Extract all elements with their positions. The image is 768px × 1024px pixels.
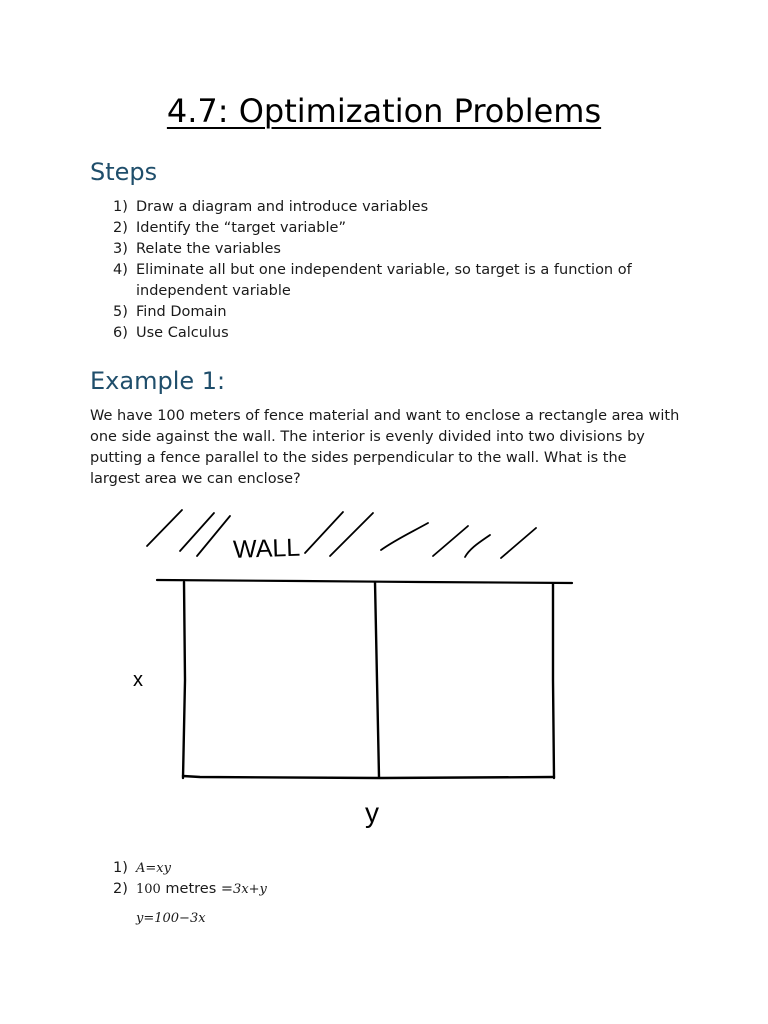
fence-total-value: 100 — [136, 882, 161, 897]
equations-list — [90, 858, 267, 900]
fence-left-side — [183, 582, 185, 778]
step-number: 2) — [113, 220, 128, 236]
solved-equation: y=100−3x — [136, 911, 206, 926]
step-text: Draw a diagram and introduce variables — [136, 199, 429, 215]
fence-diagram — [0, 500, 768, 840]
fence-total-text: metres = — [160, 881, 234, 897]
step-text: Use Calculus — [136, 325, 229, 341]
step-item — [90, 218, 690, 239]
steps-list — [90, 197, 690, 344]
area-equation: A=xy — [136, 861, 171, 876]
fence-bottom — [183, 776, 554, 778]
step-number: 4) — [113, 262, 128, 278]
step-number: 3) — [113, 241, 128, 257]
step-text: Find Domain — [136, 304, 227, 320]
fence-divider — [375, 582, 379, 777]
step-number: 6) — [113, 325, 128, 341]
page-title: 4.7: Optimization Problems — [166, 92, 602, 130]
fence-total-rhs: 3x+y — [233, 882, 267, 897]
wall-hatching — [147, 510, 536, 558]
step-text: Relate the variables — [136, 241, 281, 257]
step-number: 5) — [113, 304, 128, 320]
step-number: 1) — [113, 199, 128, 215]
steps-heading: Steps — [90, 158, 158, 186]
step-text: Eliminate all but one independent variable, so target is a function of independent variable — [136, 262, 632, 299]
equation-item — [90, 879, 267, 900]
side-label: x — [133, 669, 143, 691]
step-item — [90, 239, 690, 260]
step-item — [90, 260, 690, 302]
step-item — [90, 323, 690, 344]
equation-number: 1) — [113, 860, 128, 876]
equation-item — [90, 858, 267, 879]
fence-right-side — [553, 584, 554, 778]
step-item — [90, 197, 690, 218]
wall-label: WALL — [232, 533, 301, 564]
step-text: Identify the “target variable” — [136, 220, 346, 236]
equation-number: 2) — [113, 881, 128, 897]
problem-text: We have 100 meters of fence material and want to enclose a rectangle area with one side against the wall. The interior is evenly divided into two divisions by putting a fence parallel to the sides perpendicular to the wall. What is the largest area we can enclose? — [90, 408, 680, 487]
step-item — [90, 302, 690, 323]
example-heading: Example 1: — [90, 367, 226, 395]
bottom-label: y — [365, 797, 379, 828]
wall-line — [157, 580, 572, 583]
